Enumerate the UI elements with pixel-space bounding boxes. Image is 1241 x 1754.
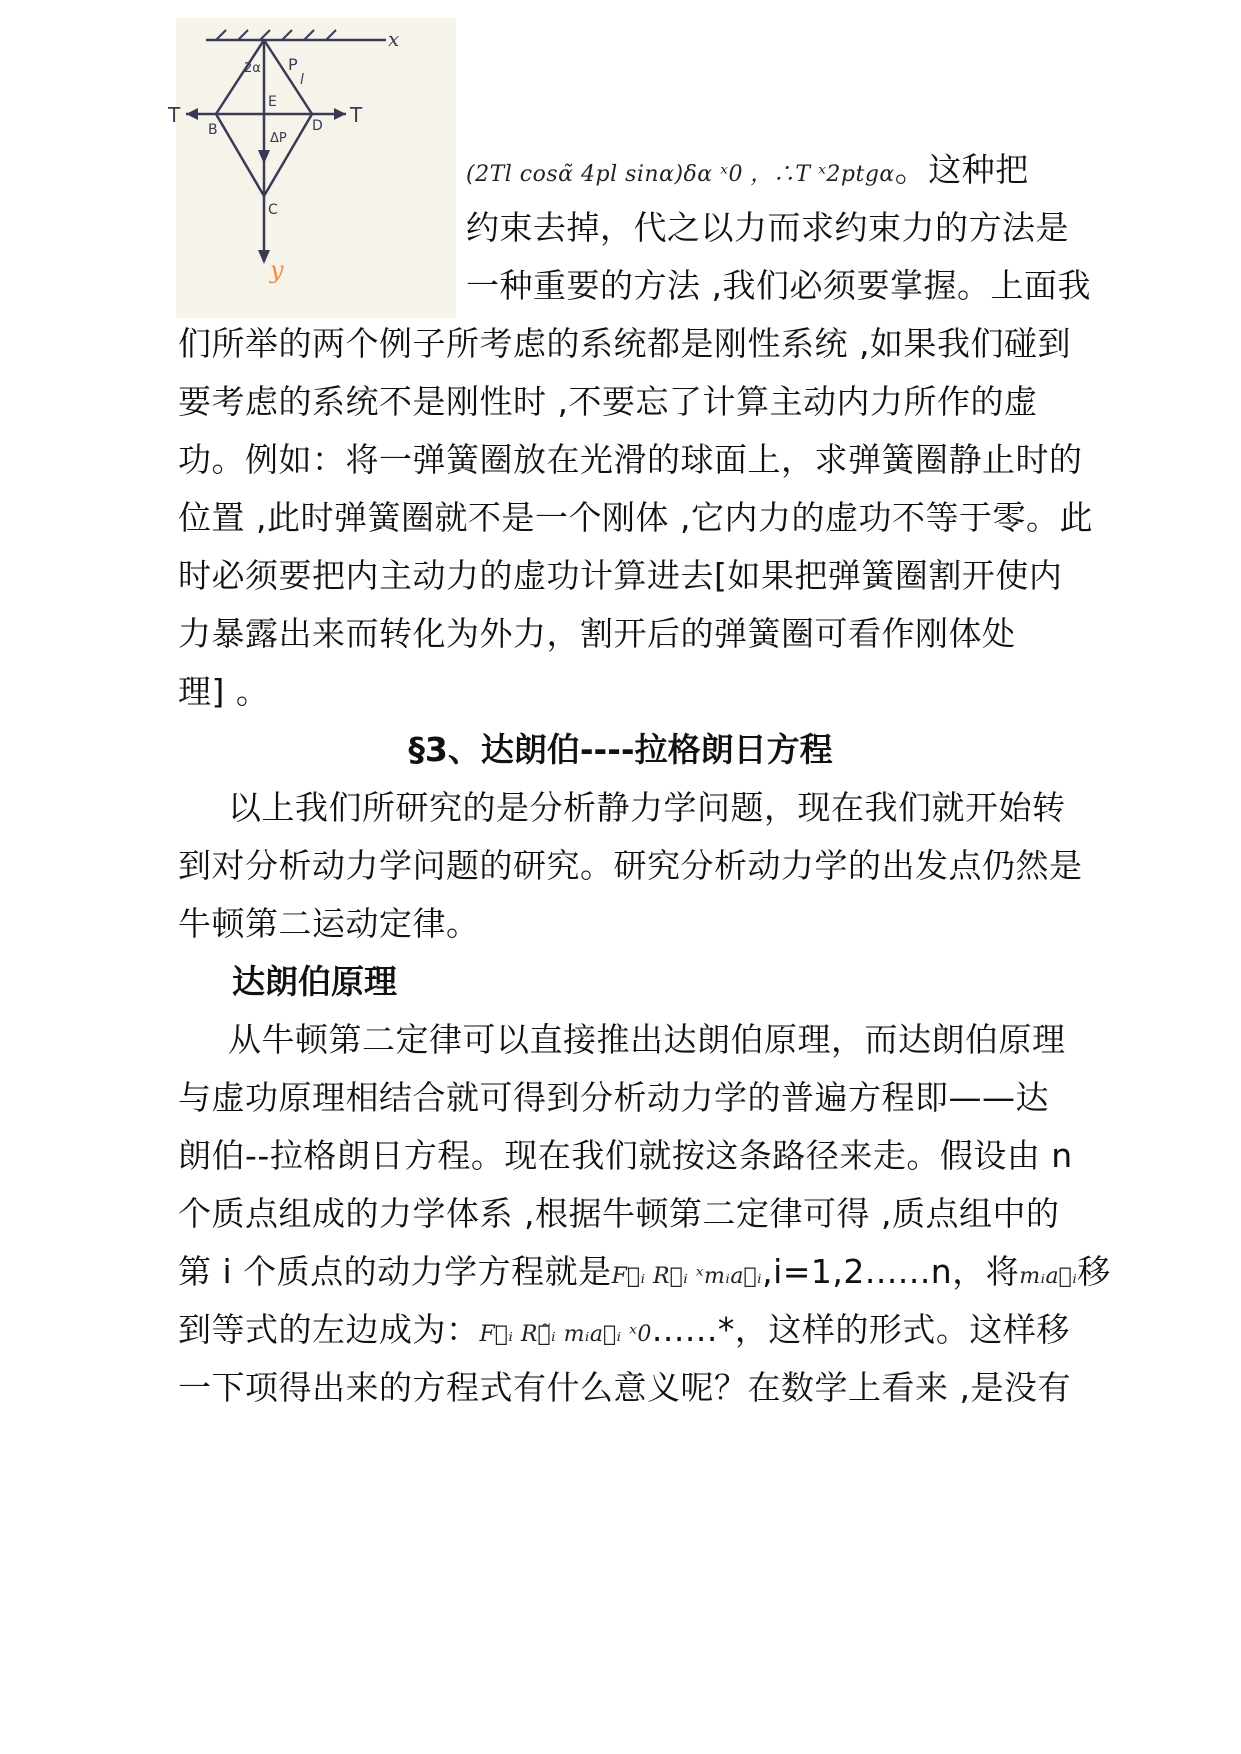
- dalembert-equation: F⃗ᵢ R⃗̃ᵢ mᵢa⃗ᵢ ˣ0: [479, 1322, 652, 1347]
- text-line: 牛顿第二运动定律。: [178, 904, 480, 943]
- line-eq2-post: ......*，这样的形式。这样移: [651, 1310, 1070, 1349]
- t-right-label: T: [350, 103, 363, 127]
- point-d-label: D: [312, 118, 323, 134]
- text-line: 们所举的两个例子所考虑的系统都是刚性系统 ,如果我们碰到: [178, 324, 1071, 363]
- angle-alpha-label: 2α: [244, 61, 261, 76]
- equation-text-line: [178, 1310, 1078, 1355]
- text-line: 以上我们所研究的是分析静力学问题，现在我们就开始转: [228, 788, 1066, 827]
- text-line: 一下项得出来的方程式有什么意义呢？在数学上看来 ,是没有: [178, 1368, 1071, 1407]
- text-line: 力暴露出来而转化为外力，割开后的弹簧圈可看作刚体处: [178, 614, 1016, 653]
- virtual-work-equation: (2Tl cosα̃ 4pl sinα)δα ˣ0 ，∴T ˣ2ptgα: [466, 162, 895, 187]
- rhombus-diagram: [168, 18, 456, 318]
- line-eq1-mid: ,i=1,2......n，将: [762, 1252, 1020, 1291]
- point-c-label: C: [268, 202, 278, 218]
- subheading: 达朗伯原理: [232, 962, 397, 1001]
- text-line: 朗伯--拉格朗日方程。现在我们就按这条路径来走。假设由 n: [178, 1136, 1073, 1175]
- text-line: 要考虑的系统不是刚性时 ,不要忘了计算主动内力所作的虚: [178, 382, 1038, 421]
- text-line: 到对分析动力学问题的研究。研究分析动力学的出发点仍然是: [178, 846, 1083, 885]
- length-l-label: l: [300, 72, 304, 88]
- equation-text-line: [178, 1252, 1111, 1297]
- line-eq1-pre: 第 i 个质点的动力学方程就是: [178, 1252, 612, 1291]
- equation-line-tail: 。这种把: [894, 150, 1029, 189]
- y-axis-label: y: [270, 256, 284, 284]
- text-line: 时必须要把内主动力的虚功计算进去[如果把弹簧圈割开使内: [178, 556, 1063, 595]
- text-line: 功。例如：将一弹簧圈放在光滑的球面上，求弹簧圈静止时的: [178, 440, 1083, 479]
- line-eq2-pre: 到等式的左边成为：: [178, 1310, 480, 1349]
- text-line: 从牛顿第二定律可以直接推出达朗伯原理，而达朗伯原理: [228, 1020, 1066, 1059]
- point-e-label: E: [268, 94, 277, 110]
- line-eq1-post: 移: [1077, 1252, 1111, 1291]
- text-line: 位置 ,此时弹簧圈就不是一个刚体 ,它内力的虚功不等于零。此: [178, 498, 1093, 537]
- point-b-label: B: [208, 122, 218, 138]
- text-line: 个质点组成的力学体系 ,根据牛顿第二定律可得 ,质点组中的: [178, 1194, 1060, 1233]
- text-line: 与虚功原理相结合就可得到分析动力学的普遍方程即——达: [178, 1078, 1049, 1117]
- t-left-label: T: [168, 103, 181, 127]
- text-line: 一种重要的方法 ,我们必须要掌握。上面我: [466, 266, 1091, 305]
- point-p-label: P: [288, 55, 298, 74]
- x-axis-label: x: [388, 27, 400, 51]
- text-line: 约束去掉，代之以力而求约束力的方法是: [466, 208, 1069, 247]
- force-diagram-figure: [168, 18, 456, 318]
- text-line: 理] 。: [178, 672, 270, 711]
- equation-line: [466, 150, 1078, 195]
- delta-p-label: ΔP: [270, 131, 287, 146]
- newton-equation: F⃗ᵢ R⃗ᵢ ˣmᵢa⃗ᵢ: [611, 1264, 763, 1289]
- section-heading: §3、达朗伯----拉格朗日方程: [408, 730, 833, 769]
- inertia-term: mᵢa⃗ᵢ: [1019, 1264, 1078, 1289]
